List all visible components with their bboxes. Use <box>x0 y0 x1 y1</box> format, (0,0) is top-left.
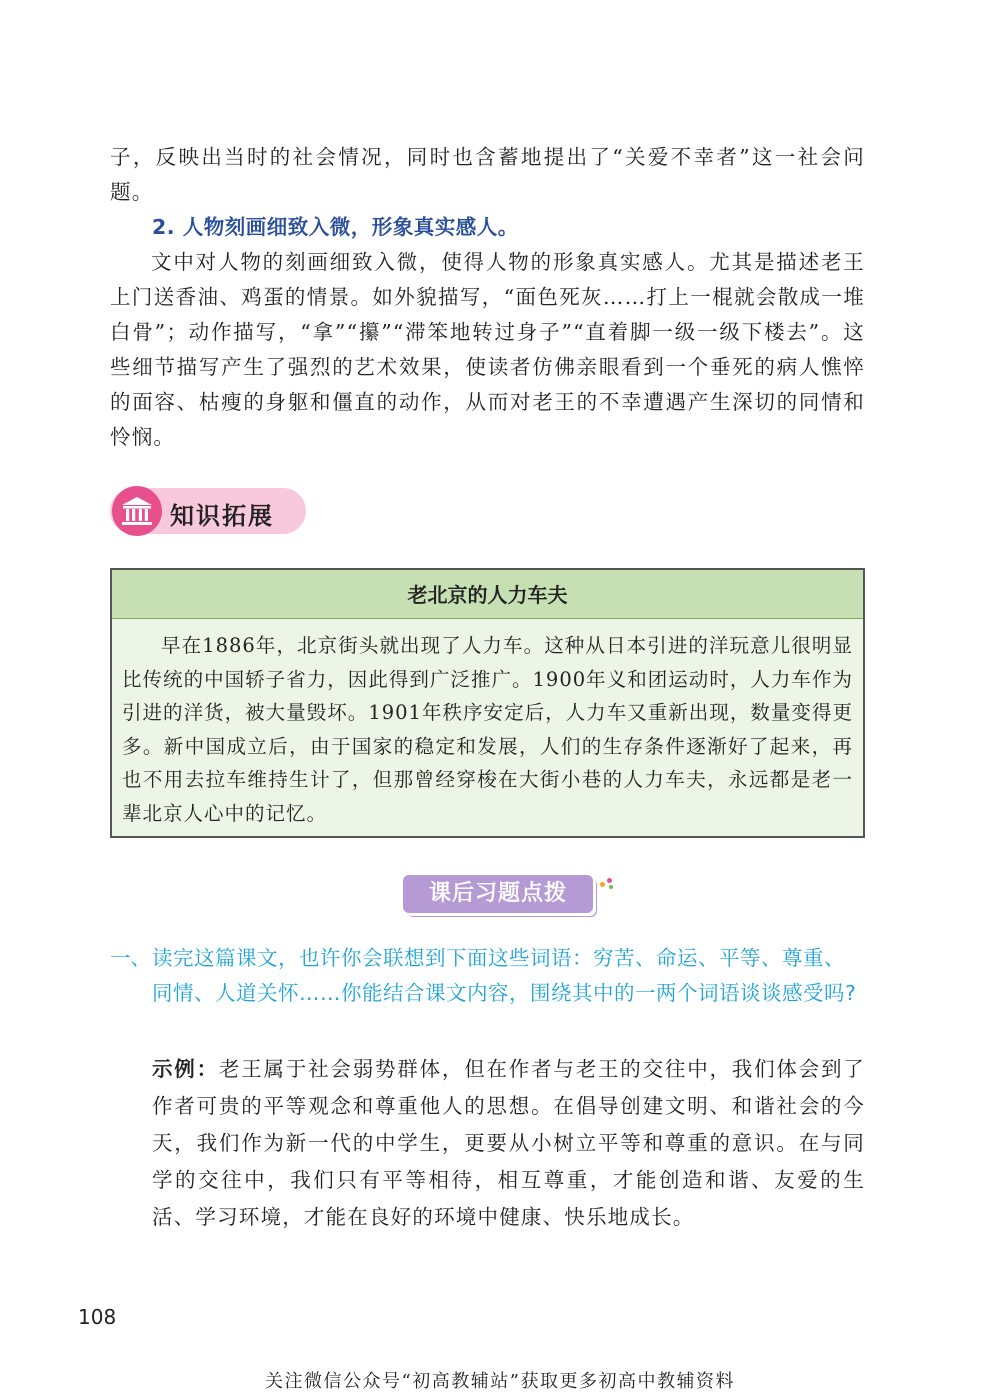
knowledge-badge <box>110 488 306 534</box>
footer-note: 关注微信公众号“初高教辅站”获取更多初高中教辅资料 <box>265 1371 735 1392</box>
knowledge-box-title: 老北京的人力车夫 <box>112 570 863 619</box>
page-number: 108 <box>78 1305 117 1329</box>
knowledge-box <box>110 568 865 838</box>
section-heading-2: 2. 人物刻画细致入微，形象真实感人。 <box>152 215 519 239</box>
answer-label: 示例： <box>152 1057 219 1081</box>
knowledge-badge-label: 知识拓展 <box>170 502 274 530</box>
answer-text: 老王属于社会弱势群体，但在作者与老王的交往中，我们体会到了作者可贵的平等观念和尊重他人的思想。在倡导创建文明、和谐社会的今天，我们作为新一代的中学生，更要从小树立平等和尊重的意识。在与同学的交往中，我们只有平等相待，相互尊重，才能创造和谐、友爱的生活、学习环境，才能在良好的环境中健康、快乐地成长。 <box>152 1057 865 1229</box>
exercise-tag: 课后习题点拨 <box>403 875 593 913</box>
knowledge-box-body: 早在1886年，北京街头就出现了人力车。这种从日本引进的洋玩意儿很明显比传统的中国轿子省力，因此得到广泛推广。1900年义和团运动时，人力车作为引进的洋货，被大量毁坏。1901年秩序安定后，人力车又重新出现，数量变得更多。新中国成立后，由于国家的稳定和发展，人们的生存条件逐渐好了起来，再也不用去拉车维持生计了，但那曾经穿梭在大街小巷的人力车夫，永远都是老一辈北京人心中的记忆。 <box>122 634 853 825</box>
section2-paragraph: 文中对人物的刻画细致入微，使得人物的形象真实感人。尤其是描述老王上门送香油、鸡蛋的情景。如外貌描写，“面色死灰……打上一棍就会散成一堆白骨”；动作描写，“拿”“攥”“滞笨地转过身子”“直着脚一级一级下楼去”。这些细节描写产生了强烈的艺术效果，使读者仿佛亲眼看到一个垂死的病人憔悴的面容、枯瘦的身躯和僵直的动作，从而对老王的不幸遭遇产生深切的同情和怜悯。 <box>110 250 865 449</box>
intro-paragraph-tail: 子，反映出当时的社会情况，同时也含蓄地提出了“关爱不幸者”这一社会问题。 <box>110 145 865 204</box>
museum-icon <box>112 486 162 536</box>
answer-paragraph <box>152 1051 865 1236</box>
question-number: 一、 <box>110 946 151 970</box>
question-text: 读完这篇课文，也许你会联想到下面这些词语：穷苦、命运、平等、尊重、同情、人道关怀……你能结合课文内容，围绕其中的一两个词语谈谈感受吗? <box>152 946 857 1005</box>
